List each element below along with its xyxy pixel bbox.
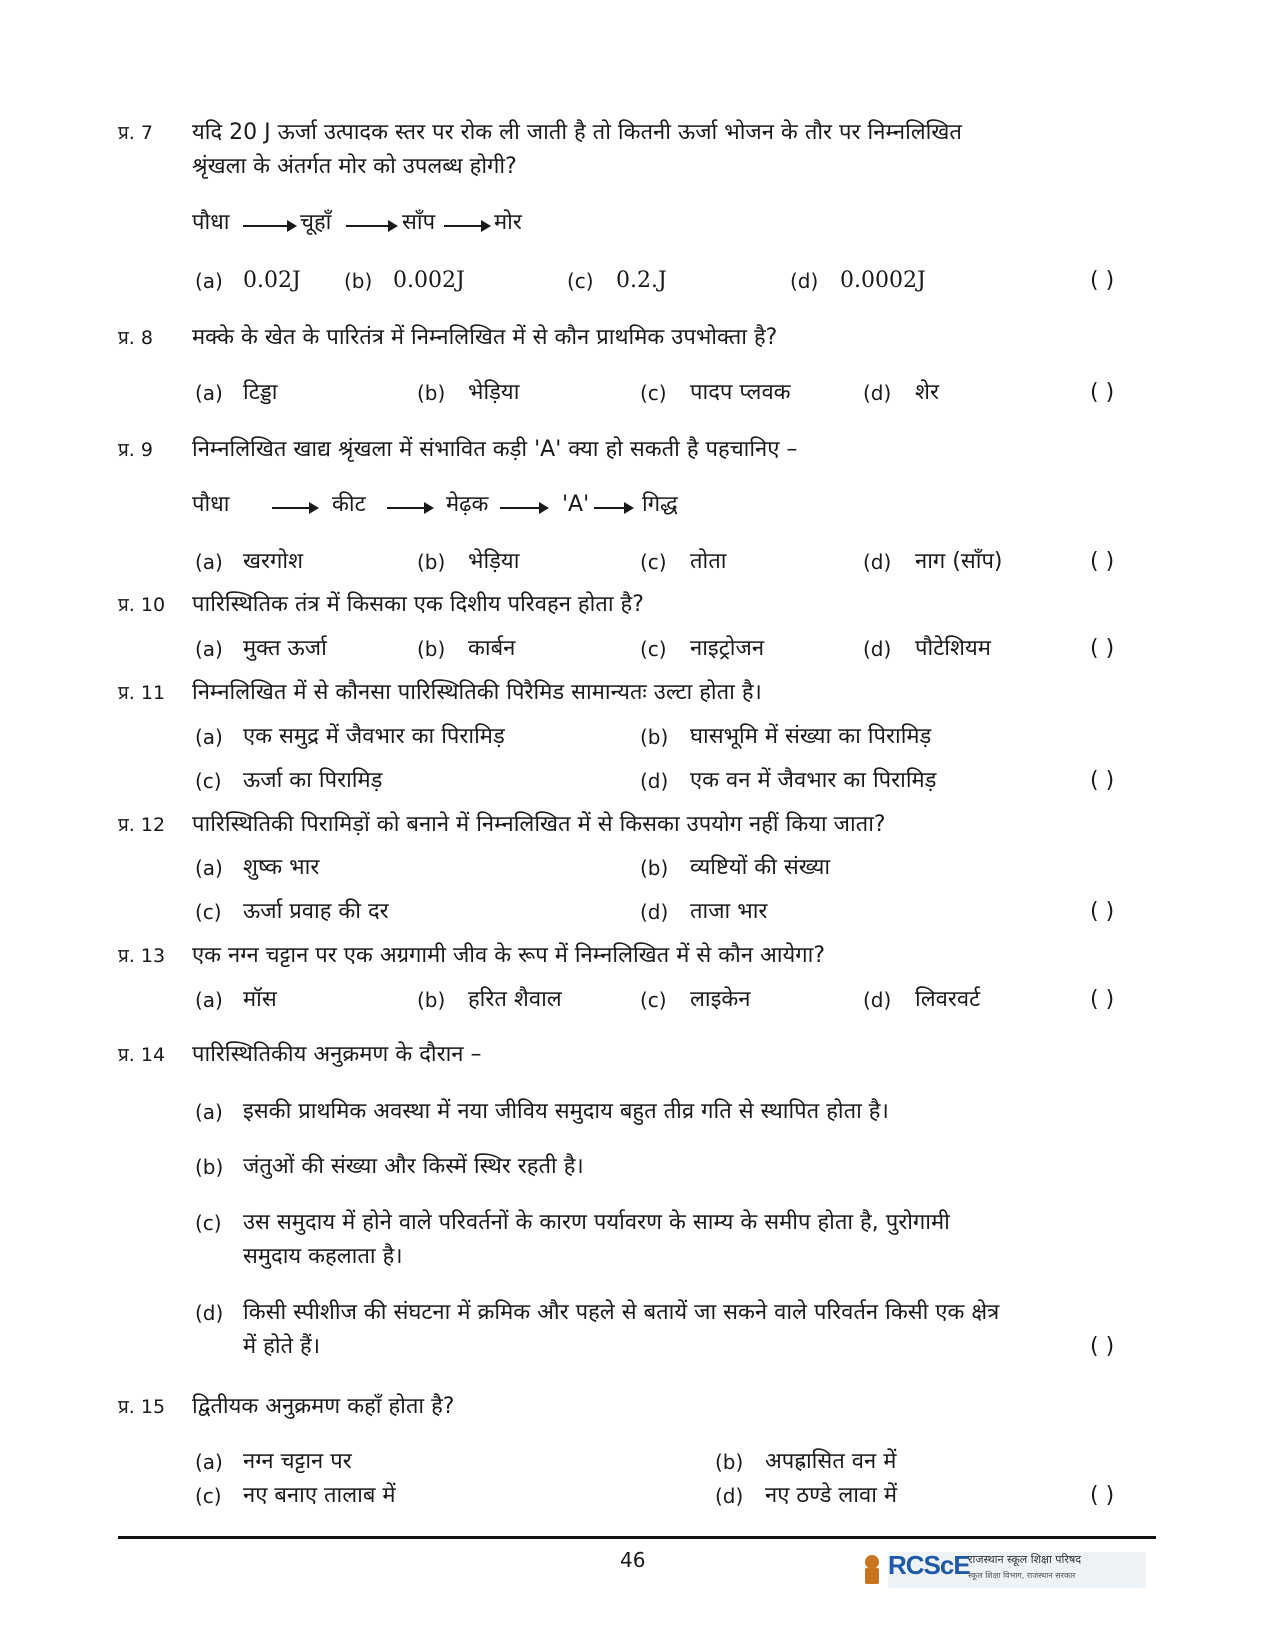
- option-text: 0.0002J: [840, 268, 926, 293]
- answer-bracket: ( ): [1090, 636, 1115, 661]
- option-label: (b): [417, 988, 446, 1012]
- option-text: 0.2.J: [616, 268, 667, 293]
- question-number: प्र. 11: [118, 682, 166, 704]
- logo-subtitle: राजस्थान स्कूल शिक्षा परिषद: [968, 1553, 1082, 1566]
- option-text: पादप प्लवक: [690, 380, 791, 405]
- question-text: द्वितीयक अनुक्रमण कहाँ होता है?: [192, 1394, 455, 1419]
- arrow-icon: [272, 507, 317, 509]
- option-text: भेड़िया: [468, 380, 520, 405]
- option-text: जंतुओं की संख्या और किस्में स्थिर रहती है।: [243, 1154, 584, 1179]
- option-label: (c): [195, 1484, 222, 1508]
- option-label: (b): [417, 550, 446, 574]
- option-label: (d): [863, 550, 892, 574]
- option-text: खरगोश: [243, 549, 304, 574]
- option-label: (c): [640, 381, 667, 405]
- question-text: यदि 20 J ऊर्जा उत्पादक स्तर पर रोक ली जाती है तो कितनी ऊर्जा भोजन के तौर पर निम्नलिखित: [192, 120, 962, 145]
- arrow-icon: [346, 225, 396, 227]
- option-text: 0.02J: [243, 268, 301, 293]
- option-text: नाग (साँप): [915, 549, 1003, 574]
- option-text: इसकी प्राथमिक अवस्था में नया जीविय समुदाय बहुत तीव्र गति से स्थापित होता है।: [243, 1099, 889, 1124]
- option-text: तोता: [690, 549, 727, 574]
- chain-item: चूहाँ: [300, 210, 332, 235]
- arrow-icon: [444, 225, 489, 227]
- option-label: (b): [417, 381, 446, 405]
- answer-bracket: ( ): [1090, 549, 1115, 574]
- question-text: श्रृंखला के अंतर्गत मोर को उपलब्ध होगी?: [192, 154, 517, 179]
- question-number: प्र. 12: [118, 814, 166, 836]
- option-text-continued: में होते हैं।: [243, 1334, 321, 1359]
- arrow-icon: [387, 507, 432, 509]
- answer-bracket: ( ): [1090, 768, 1115, 793]
- option-text: शेर: [915, 380, 939, 405]
- chain-item: मोर: [494, 210, 522, 235]
- option-text: ऊर्जा का पिरामिड़: [243, 768, 383, 793]
- option-text: नए बनाए तालाब में: [243, 1483, 396, 1508]
- option-label: (b): [344, 269, 373, 293]
- option-label: (a): [195, 1450, 223, 1474]
- answer-bracket: ( ): [1090, 1334, 1115, 1359]
- option-text: कार्बन: [468, 636, 516, 661]
- question-number: प्र. 7: [118, 122, 153, 144]
- option-label: (b): [417, 637, 446, 661]
- option-text: मुक्त ऊर्जा: [243, 636, 327, 661]
- option-label: (b): [195, 1155, 224, 1179]
- option-label: (d): [863, 637, 892, 661]
- option-text: टिड्डा: [243, 380, 278, 405]
- option-label: (a): [195, 725, 223, 749]
- page-number: 46: [620, 1548, 646, 1572]
- option-label: (c): [195, 900, 222, 924]
- question-text: पारिस्थितिकीय अनुक्रमण के दौरान –: [192, 1042, 482, 1067]
- question-text: निम्नलिखित खाद्य श्रृंखला में संभावित कड़ी 'A' क्या हो सकती है पहचानिए –: [192, 437, 798, 462]
- option-label: (b): [640, 725, 669, 749]
- option-text-continued: समुदाय कहलाता है।: [243, 1244, 403, 1269]
- chain-item: 'A': [562, 492, 590, 517]
- rcsce-logo: [858, 1548, 1148, 1592]
- arrow-icon: [594, 507, 632, 509]
- option-text: 0.002J: [393, 268, 465, 293]
- option-text: एक समुद्र में जैवभार का पिरामिड़: [243, 724, 505, 749]
- answer-bracket: ( ): [1090, 1483, 1115, 1508]
- option-text: भेड़िया: [468, 549, 520, 574]
- option-label: (d): [790, 269, 819, 293]
- question-number: प्र. 8: [118, 327, 153, 349]
- logo-text: RCScE: [888, 1550, 970, 1580]
- question-text: पारिस्थितिक तंत्र में किसका एक दिशीय परिवहन होता है?: [192, 592, 644, 617]
- option-label: (d): [715, 1484, 744, 1508]
- option-label: (a): [195, 1100, 223, 1124]
- chain-item: कीट: [332, 492, 366, 517]
- footer-rule: [118, 1536, 1156, 1539]
- question-number: प्र. 15: [118, 1396, 166, 1418]
- option-text: लाइकेन: [690, 987, 751, 1012]
- question-text: मक्के के खेत के पारितंत्र में निम्नलिखित में से कौन प्राथमिक उपभोक्ता है?: [192, 325, 778, 350]
- option-text: ऊर्जा प्रवाह की दर: [243, 899, 389, 924]
- answer-bracket: ( ): [1090, 899, 1115, 924]
- option-label: (d): [863, 988, 892, 1012]
- option-label: (c): [195, 769, 222, 793]
- option-text: पौटेशियम: [915, 636, 991, 661]
- option-label: (d): [640, 769, 669, 793]
- question-number: प्र. 14: [118, 1044, 166, 1066]
- option-text: हरित शैवाल: [468, 987, 562, 1012]
- arrow-icon: [243, 225, 295, 227]
- option-text: नए ठण्डे लावा में: [765, 1483, 898, 1508]
- option-text: शुष्क भार: [243, 855, 320, 880]
- option-label: (a): [195, 381, 223, 405]
- option-label: (a): [195, 269, 223, 293]
- option-text: व्यष्टियों की संख्या: [690, 855, 831, 880]
- chain-item: पौधा: [192, 210, 230, 235]
- option-text: मॉस: [243, 987, 277, 1012]
- answer-bracket: ( ): [1090, 987, 1115, 1012]
- option-text: नग्न चट्टान पर: [243, 1449, 352, 1474]
- chain-item: मेढ़क: [446, 492, 489, 517]
- option-label: (d): [863, 381, 892, 405]
- option-text: किसी स्पीशीज की संघटना में क्रमिक और पहले से बतायें जा सकने वाले परिवर्तन किसी एक क्षेत्र: [243, 1300, 1000, 1325]
- option-text: ताजा भार: [690, 899, 768, 924]
- question-number: प्र. 9: [118, 439, 153, 461]
- option-label: (c): [195, 1211, 222, 1235]
- question-text: पारिस्थितिकी पिरामिड़ों को बनाने में निम्नलिखित में से किसका उपयोग नहीं किया जाता?: [192, 812, 886, 837]
- option-text: नाइट्रोजन: [690, 636, 765, 661]
- option-label: (a): [195, 988, 223, 1012]
- option-text: एक वन में जैवभार का पिरामिड़: [690, 768, 937, 793]
- chain-item: साँप: [402, 210, 436, 235]
- option-text: घासभूमि में संख्या का पिरामिड़: [690, 724, 932, 749]
- question-number: प्र. 13: [118, 945, 166, 967]
- option-label: (b): [640, 856, 669, 880]
- option-text: उस समुदाय में होने वाले परिवर्तनों के कारण पर्यावरण के साम्य के समीप होता है, पुरोगामी: [243, 1210, 950, 1235]
- option-label: (b): [715, 1450, 744, 1474]
- chain-item: गिद्ध: [642, 492, 678, 517]
- option-label: (c): [567, 269, 594, 293]
- arrow-icon: [500, 507, 547, 509]
- option-label: (d): [195, 1301, 224, 1325]
- option-label: (c): [640, 637, 667, 661]
- option-label: (a): [195, 550, 223, 574]
- answer-bracket: ( ): [1090, 268, 1115, 293]
- option-label: (a): [195, 856, 223, 880]
- option-label: (c): [640, 550, 667, 574]
- option-label: (c): [640, 988, 667, 1012]
- logo-subtitle-2: स्कूल शिक्षा विभाग, राजस्थान सरकार: [968, 1571, 1076, 1580]
- option-text: लिवरवर्ट: [915, 987, 981, 1012]
- question-text: निम्नलिखित में से कौनसा पारिस्थितिकी पिरैमिड सामान्यतः उल्टा होता है।: [192, 680, 762, 705]
- option-text: अपह्रासित वन में: [765, 1449, 897, 1474]
- option-label: (d): [640, 900, 669, 924]
- answer-bracket: ( ): [1090, 380, 1115, 405]
- question-text: एक नग्न चट्टान पर एक अग्रगामी जीव के रूप में निम्नलिखित में से कौन आयेगा?: [192, 943, 826, 968]
- chain-item: पौधा: [192, 492, 230, 517]
- option-label: (a): [195, 637, 223, 661]
- question-number: प्र. 10: [118, 594, 166, 616]
